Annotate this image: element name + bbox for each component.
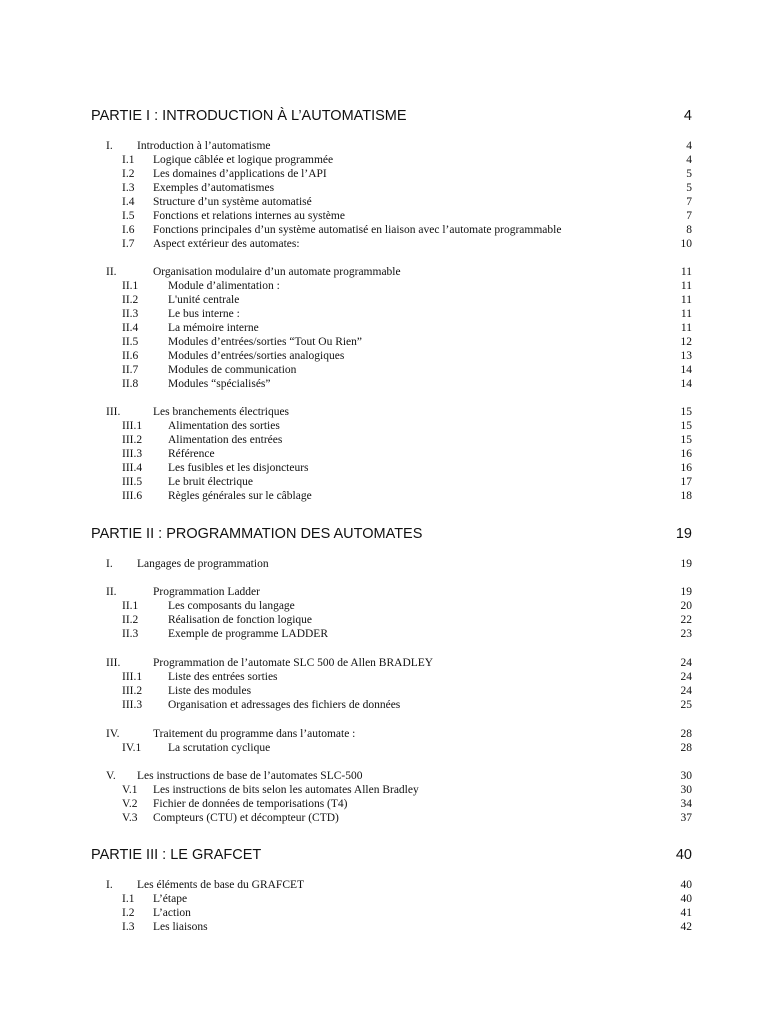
toc-title: La mémoire interne bbox=[168, 322, 259, 334]
toc-page-number: 15 bbox=[680, 420, 692, 432]
toc-number: II.7 bbox=[122, 364, 139, 376]
toc-title: La scrutation cyclique bbox=[168, 742, 271, 754]
toc-page-number: 23 bbox=[680, 628, 692, 640]
toc-page-number: 25 bbox=[680, 699, 692, 711]
toc-number: I.3 bbox=[122, 182, 135, 194]
toc-page-number: 30 bbox=[680, 784, 692, 796]
toc-title: Les instructions de bits selon les automates Allen Bradley bbox=[153, 784, 419, 796]
toc-page-number: 11 bbox=[680, 294, 692, 306]
toc-title: Exemples d’automatismes bbox=[153, 182, 275, 194]
toc-number: I.3 bbox=[122, 921, 135, 933]
toc-number: I.5 bbox=[122, 210, 135, 222]
toc-number: II.5 bbox=[122, 336, 139, 348]
toc-number: II.1 bbox=[122, 280, 139, 292]
toc-title: Langages de programmation bbox=[137, 558, 269, 570]
toc-page-number: 8 bbox=[686, 224, 692, 236]
toc-title: L’action bbox=[153, 907, 191, 919]
toc-page-number: 11 bbox=[680, 266, 692, 278]
toc-number: III.3 bbox=[122, 448, 143, 460]
toc-title: Programmation Ladder bbox=[153, 586, 260, 598]
toc-page-number: 19 bbox=[675, 526, 692, 542]
toc-number: V. bbox=[106, 770, 116, 782]
toc-number: II.1 bbox=[122, 600, 139, 612]
toc-title: Le bus interne : bbox=[168, 308, 240, 320]
toc-title: Les instructions de base de l’automates SLC-500 bbox=[137, 770, 363, 782]
toc-title: Logique câblée et logique programmée bbox=[153, 154, 334, 166]
toc-title: Modules d’entrées/sorties “Tout Ou Rien” bbox=[168, 336, 363, 348]
toc-page-number: 12 bbox=[680, 336, 692, 348]
toc-page-number: 34 bbox=[680, 798, 692, 810]
toc-number: III. bbox=[106, 406, 121, 418]
toc-page-number: 7 bbox=[686, 210, 692, 222]
toc-title: Les fusibles et les disjoncteurs bbox=[168, 462, 309, 474]
toc-number: I.1 bbox=[122, 154, 135, 166]
toc-number: II. bbox=[106, 586, 117, 598]
toc-page-number: 24 bbox=[680, 685, 692, 697]
toc-page-number: 28 bbox=[680, 742, 692, 754]
toc-number: III. bbox=[106, 657, 121, 669]
toc-number: I.7 bbox=[122, 238, 135, 250]
toc-title: Liste des modules bbox=[168, 685, 252, 697]
toc-title: Réalisation de fonction logique bbox=[168, 614, 313, 626]
toc-page-number: 17 bbox=[680, 476, 692, 488]
toc-page-number: 13 bbox=[680, 350, 692, 362]
toc-title: Exemple de programme LADDER bbox=[168, 628, 328, 640]
toc-title: L'unité centrale bbox=[168, 294, 240, 306]
toc-page-number: 14 bbox=[680, 378, 692, 390]
toc-title: Les éléments de base du GRAFCET bbox=[137, 879, 305, 891]
toc-title: Organisation modulaire d’un automate programmable bbox=[153, 266, 401, 278]
toc-page-number: 41 bbox=[680, 907, 692, 919]
toc-page-number: 16 bbox=[680, 448, 692, 460]
toc-number: II.8 bbox=[122, 378, 139, 390]
toc-number: III.2 bbox=[122, 434, 143, 446]
toc-title: Programmation de l’automate SLC 500 de Allen BRADLEY bbox=[153, 657, 434, 669]
toc-page-number: 15 bbox=[680, 406, 692, 418]
toc-page-number: 4 bbox=[686, 154, 692, 166]
toc-title: PARTIE III : LE GRAFCET bbox=[91, 847, 262, 863]
toc-page-number: 24 bbox=[680, 671, 692, 683]
toc-number: I.6 bbox=[122, 224, 135, 236]
toc-title: Fonctions et relations internes au système bbox=[153, 210, 345, 222]
toc-page-number: 19 bbox=[680, 586, 692, 598]
toc-number: III.1 bbox=[122, 671, 143, 683]
toc-title: Modules de communication bbox=[168, 364, 297, 376]
toc-title: L’étape bbox=[153, 893, 188, 905]
toc-page-number: 15 bbox=[680, 434, 692, 446]
toc-title: Alimentation des entrées bbox=[168, 434, 283, 446]
toc-number: II. bbox=[106, 266, 117, 278]
toc-page-number: 5 bbox=[686, 168, 692, 180]
toc-page-number: 28 bbox=[680, 728, 692, 740]
toc-title: Règles générales sur le câblage bbox=[168, 490, 312, 502]
toc-title: PARTIE I : INTRODUCTION À L’AUTOMATISME bbox=[91, 108, 407, 124]
toc-title: Structure d’un système automatisé bbox=[153, 196, 312, 208]
toc-number: I. bbox=[106, 879, 113, 891]
toc-number: I.4 bbox=[122, 196, 135, 208]
toc-page-number: 4 bbox=[683, 108, 692, 124]
toc-number: V.2 bbox=[122, 798, 138, 810]
toc-page-number: 11 bbox=[680, 308, 692, 320]
toc-number: I.2 bbox=[122, 907, 135, 919]
toc-title: Introduction à l’automatisme bbox=[137, 140, 271, 152]
toc-number: I. bbox=[106, 558, 113, 570]
toc-number: III.2 bbox=[122, 685, 143, 697]
toc-title: Modules “spécialisés” bbox=[168, 378, 271, 390]
toc-number: III.6 bbox=[122, 490, 143, 502]
toc-title: Les composants du langage bbox=[168, 600, 295, 612]
toc-number: IV.1 bbox=[122, 742, 142, 754]
toc-page-number: 22 bbox=[680, 614, 692, 626]
toc-number: III.5 bbox=[122, 476, 143, 488]
toc-number: V.1 bbox=[122, 784, 138, 796]
toc-page-number: 7 bbox=[686, 196, 692, 208]
toc-title: Fonctions principales d’un système automatisé en liaison avec l’automate programmable bbox=[153, 224, 562, 236]
toc-page-number: 18 bbox=[680, 490, 692, 502]
toc-title: Alimentation des sorties bbox=[168, 420, 280, 432]
toc-title: Organisation et adressages des fichiers de données bbox=[168, 699, 401, 711]
toc-title: Référence bbox=[168, 448, 215, 460]
toc-page-number: 11 bbox=[680, 280, 692, 292]
toc-page-number: 10 bbox=[680, 238, 692, 250]
toc-title: Les liaisons bbox=[153, 921, 208, 933]
toc-title: Compteurs (CTU) et décompteur (CTD) bbox=[153, 812, 339, 824]
toc-number: III.3 bbox=[122, 699, 143, 711]
toc-page-number: 11 bbox=[680, 322, 692, 334]
toc-number: III.4 bbox=[122, 462, 143, 474]
toc-number: III.1 bbox=[122, 420, 143, 432]
toc-number: IV. bbox=[106, 728, 120, 740]
toc-page-number: 4 bbox=[686, 140, 692, 152]
toc-page-number: 16 bbox=[680, 462, 692, 474]
toc-page-number: 5 bbox=[686, 182, 692, 194]
toc-title: Aspect extérieur des automates: bbox=[153, 238, 300, 250]
toc-page-number: 40 bbox=[680, 893, 692, 905]
toc-page-number: 20 bbox=[680, 600, 692, 612]
toc-title: Le bruit électrique bbox=[168, 476, 253, 488]
toc-number: V.3 bbox=[122, 812, 138, 824]
toc-number: I.1 bbox=[122, 893, 135, 905]
toc-number: I. bbox=[106, 140, 113, 152]
toc-page-number: 42 bbox=[680, 921, 692, 933]
toc-title: Traitement du programme dans l’automate : bbox=[153, 728, 356, 740]
toc-number: II.3 bbox=[122, 628, 139, 640]
toc-page-number: 30 bbox=[680, 770, 692, 782]
toc-page-number: 24 bbox=[680, 657, 692, 669]
toc-page-number: 37 bbox=[680, 812, 692, 824]
toc-title: Fichier de données de temporisations (T4) bbox=[153, 798, 348, 810]
toc-number: II.4 bbox=[122, 322, 139, 334]
toc-number: I.2 bbox=[122, 168, 135, 180]
toc-title: PARTIE II : PROGRAMMATION DES AUTOMATES bbox=[91, 526, 423, 542]
toc-title: Les branchements électriques bbox=[153, 406, 290, 418]
toc-number: II.2 bbox=[122, 614, 139, 626]
toc-page-number: 14 bbox=[680, 364, 692, 376]
toc-page-number: 40 bbox=[675, 847, 692, 863]
toc-title: Module d’alimentation : bbox=[168, 280, 280, 292]
toc-title: Modules d’entrées/sorties analogiques bbox=[168, 350, 345, 362]
toc-number: II.6 bbox=[122, 350, 139, 362]
toc-number: II.3 bbox=[122, 308, 139, 320]
toc-page-number: 40 bbox=[680, 879, 692, 891]
toc-title: Liste des entrées sorties bbox=[168, 671, 278, 683]
toc-number: II.2 bbox=[122, 294, 139, 306]
toc-title: Les domaines d’applications de l’API bbox=[153, 168, 327, 180]
toc-page-number: 19 bbox=[680, 558, 692, 570]
